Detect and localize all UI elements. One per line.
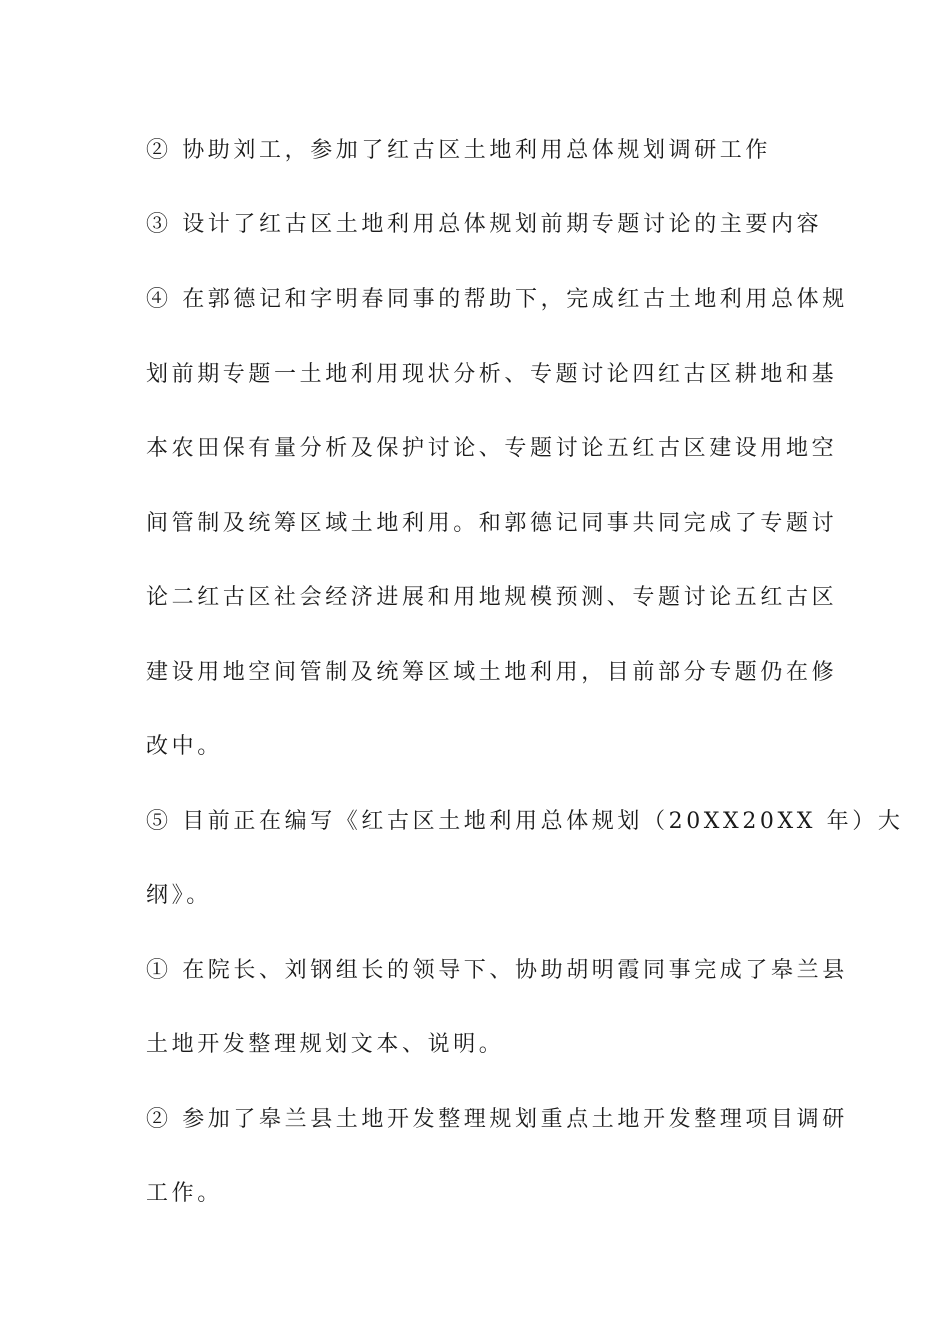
text-line: ⑤ 目前正在编写《红古区土地利用总体规划（20XX20XX 年）大	[146, 809, 904, 834]
text-line: 土地开发整理规划文本、说明。	[146, 1032, 505, 1057]
text-line: 工作。	[146, 1181, 223, 1206]
text-line: ③ 设计了红古区土地利用总体规划前期专题讨论的主要内容	[146, 212, 823, 237]
text-line: ② 协助刘工，参加了红古区土地利用总体规划调研工作	[146, 138, 771, 163]
text-line: 改中。	[146, 734, 223, 759]
text-line: ② 参加了皋兰县土地开发整理规划重点土地开发整理项目调研	[146, 1107, 848, 1132]
text-line: 本农田保有量分析及保护讨论、专题讨论五红古区建设用地空	[146, 436, 838, 461]
text-line: ④ 在郭德记和字明春同事的帮助下，完成红古土地利用总体规	[146, 287, 848, 312]
text-line: 纲》。	[146, 883, 212, 908]
text-line: 间管制及统筹区域土地利用。和郭德记同事共同完成了专题讨	[146, 511, 838, 536]
text-line: 划前期专题一土地利用现状分析、专题讨论四红古区耕地和基	[146, 362, 838, 387]
text-line: 论二红古区社会经济进展和用地规模预测、专题讨论五红古区	[146, 585, 838, 610]
text-line: 建设用地空间管制及统筹区域土地利用，目前部分专题仍在修	[146, 660, 838, 685]
text-line: ① 在院长、刘钢组长的领导下、协助胡明霞同事完成了皋兰县	[146, 958, 848, 983]
